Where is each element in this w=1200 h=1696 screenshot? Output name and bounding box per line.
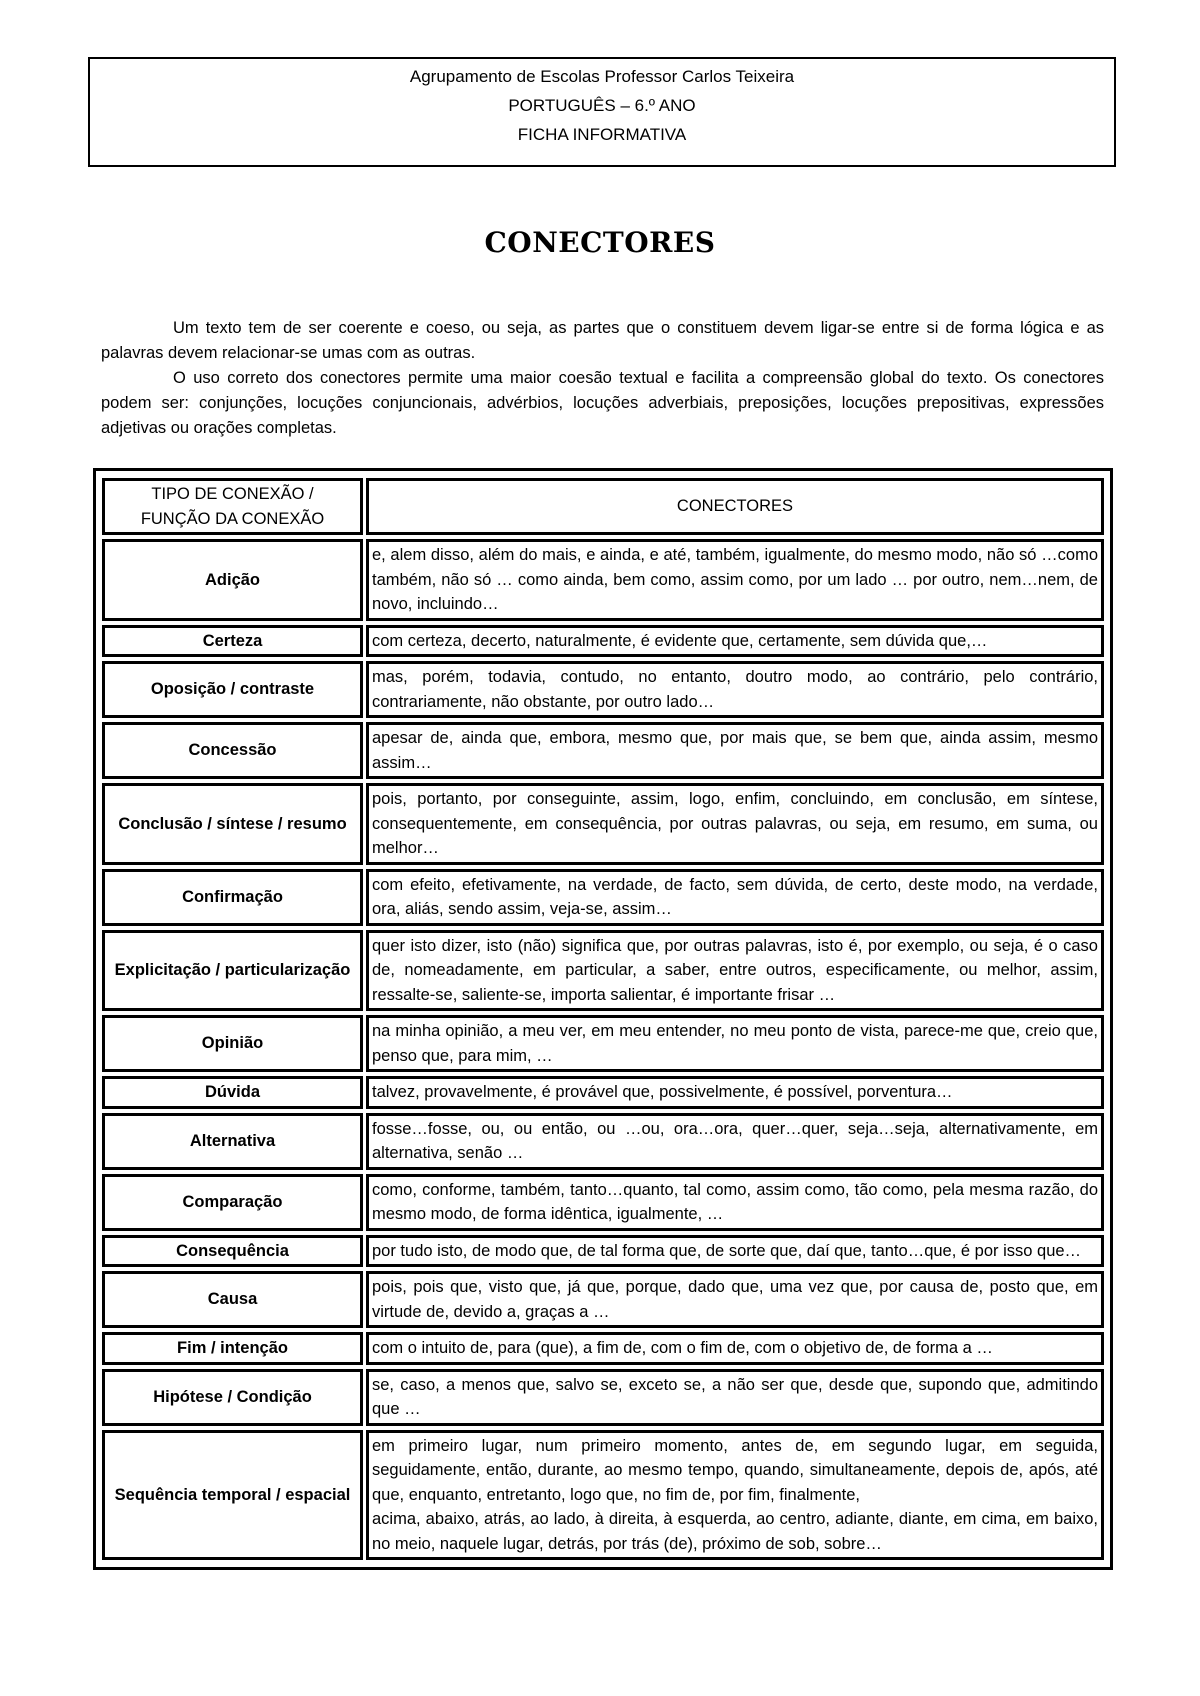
intro-paragraph-1: Um texto tem de ser coerente e coeso, ou seja, as partes que o constituem devem ligar-se entre si de forma lógica e as palavras devem relacionar-se umas com as outras.: [101, 319, 1104, 362]
table-row: [102, 1076, 1104, 1109]
table-row: [102, 783, 1104, 865]
connectors-cell: [366, 539, 1104, 621]
connectors-text: como, conforme, também, tanto…quanto, tal como, assim como, tão como, pela mesma razão, do mesmo modo, de forma idêntica, igualmente, …: [372, 1180, 1098, 1223]
connectors-table-frame: [93, 468, 1113, 1570]
connectors-cell: [366, 1174, 1104, 1231]
connectors-text: com o intuito de, para (que), a fim de, com o fim de, com o objetivo de, de forma a …: [372, 1339, 993, 1357]
connectors-cell: [366, 1235, 1104, 1268]
connectors-text: com efeito, efetivamente, na verdade, de facto, sem dúvida, de certo, deste modo, na verdade, ora, aliás, sendo assim, veja-se, assim…: [372, 875, 1098, 918]
table-row: [102, 930, 1104, 1012]
connection-type-cell: Dúvida: [102, 1076, 363, 1109]
connectors-text: mas, porém, todavia, contudo, no entanto, doutro modo, ao contrário, pelo contrário, contrariamente, não obstante, por outro lado…: [372, 668, 1098, 711]
connectors-cell: [366, 722, 1104, 779]
connectors-cell: [366, 1271, 1104, 1328]
connectors-cell: [366, 1015, 1104, 1072]
connectors-cell: [366, 625, 1104, 658]
table-row: [102, 1332, 1104, 1365]
connectors-cell: [366, 1332, 1104, 1365]
table-header-row: [102, 478, 1104, 535]
document-title: CONECTORES: [484, 226, 716, 259]
table-row: [102, 1369, 1104, 1426]
connection-type-cell: Comparação: [102, 1174, 363, 1231]
connectors-text: se, caso, a menos que, salvo se, exceto se, a não ser que, desde que, supondo que, admitindo que …: [372, 1375, 1098, 1418]
connection-type-cell: Conclusão / síntese / resumo: [102, 783, 363, 865]
column-header-type-line2: FUNÇÃO DA CONEXÃO: [140, 509, 325, 528]
connectors-cell: [366, 783, 1104, 865]
connectors-cell: [366, 1369, 1104, 1426]
connectors-cell: [366, 869, 1104, 926]
connectors-text: apesar de, ainda que, embora, mesmo que, por mais que, se bem que, ainda assim, mesmo assim…: [372, 729, 1098, 772]
connection-type-cell: Consequência: [102, 1235, 363, 1268]
school-name: Agrupamento de Escolas Professor Carlos Teixeira: [409, 67, 795, 86]
connectors-text: na minha opinião, a meu ver, em meu entender, no meu ponto de vista, parece-me que, creio que, penso que, para mim, …: [372, 1022, 1098, 1065]
connectors-text: pois, pois que, visto que, já que, porque, dado que, uma vez que, por causa de, posto que, em virtude de, devido a, graças a …: [372, 1278, 1098, 1321]
connectors-text: fosse…fosse, ou, ou então, ou …ou, ora…ora, quer…quer, seja…seja, alternativamente, em alternativa, senão …: [372, 1119, 1098, 1162]
connection-type-cell: Alternativa: [102, 1113, 363, 1170]
sheet-type: FICHA INFORMATIVA: [517, 125, 687, 144]
connectors-text: com certeza, decerto, naturalmente, é evidente que, certamente, sem dúvida que,…: [372, 631, 988, 650]
table-row: [102, 1235, 1104, 1268]
connection-type-cell: Hipótese / Condição: [102, 1369, 363, 1426]
column-header-connectors: CONECTORES: [366, 478, 1104, 535]
subject-line: PORTUGUÊS – 6.º ANO: [508, 96, 696, 115]
connectors-cell: [366, 930, 1104, 1012]
connectors-text: em primeiro lugar, num primeiro momento, antes de, em segundo lugar, em seguida, seguidamente, então, durante, ao mesmo tempo, quando, simultaneamente, depois de, após, até que, enquanto, entretanto, logo que, no fim de, por fim, finalmente,: [372, 1436, 1098, 1504]
table-row: [102, 722, 1104, 779]
table-row: [102, 1113, 1104, 1170]
connection-type-cell: Confirmação: [102, 869, 363, 926]
table-row: [102, 539, 1104, 621]
table-row: [102, 1174, 1104, 1231]
connection-type-cell: Explicitação / particularização: [102, 930, 363, 1012]
connection-type-cell: Fim / intenção: [102, 1332, 363, 1365]
connectors-text: quer isto dizer, isto (não) significa que, por outras palavras, isto é, por exemplo, ou seja, é o caso de, nomeadamente, em particular, a saber, entre outros, especificamente, ou melhor, assim, ressalte-se, saliente-se, importa salientar, é importante frisar …: [372, 936, 1098, 1004]
connectors-table: [99, 474, 1107, 1564]
table-row: [102, 869, 1104, 926]
connectors-cell: [366, 1430, 1104, 1561]
connectors-cell: [366, 1113, 1104, 1170]
intro-paragraph-2: O uso correto dos conectores permite uma maior coesão textual e facilita a compreensão global do texto. Os conectores podem ser: conjunções, locuções conjuncionais, advérbios, locuções adverbiais, preposições, locuções prepositivas, expressões adjetivas ou orações completas.: [101, 369, 1104, 437]
table-row: [102, 1015, 1104, 1072]
header-box: [88, 57, 1116, 167]
table-row: [102, 625, 1104, 658]
connectors-text: por tudo isto, de modo que, de tal forma que, de sorte que, daí que, tanto…que, é por isso que…: [372, 1241, 1082, 1260]
connection-type-cell: Opinião: [102, 1015, 363, 1072]
connectors-text-continued: acima, abaixo, atrás, ao lado, à direita, à esquerda, ao centro, adiante, diante, em cima, em baixo, no meio, naquele lugar, detrás, por trás (de), próximo de sob, sobre…: [372, 1510, 1098, 1553]
table-row: [102, 1430, 1104, 1561]
connection-type-cell: Causa: [102, 1271, 363, 1328]
connectors-text: talvez, provavelmente, é provável que, possivelmente, é possível, porventura…: [372, 1083, 953, 1101]
table-row: [102, 1271, 1104, 1328]
connection-type-cell: Adição: [102, 539, 363, 621]
column-header-type: [102, 478, 363, 535]
connectors-cell: [366, 661, 1104, 718]
connectors-text: pois, portanto, por conseguinte, assim, logo, enfim, concluindo, em conclusão, em síntese, consequentemente, em consequência, por outras palavras, ou seja, em resumo, em suma, ou melhor…: [372, 790, 1098, 857]
connection-type-cell: Certeza: [102, 625, 363, 658]
table-row: [102, 661, 1104, 718]
connectors-text: e, alem disso, além do mais, e ainda, e até, também, igualmente, do mesmo modo, não só …como também, não só … como ainda, bem como, assim como, por um lado … por outro, nem…nem, de novo, incluindo…: [372, 546, 1098, 613]
intro-text: [101, 316, 1104, 441]
connectors-cell: [366, 1076, 1104, 1109]
connection-type-cell: Oposição / contraste: [102, 661, 363, 718]
connection-type-cell: Concessão: [102, 722, 363, 779]
connection-type-cell: Sequência temporal / espacial: [102, 1430, 363, 1561]
column-header-type-line1: TIPO DE CONEXÃO /: [151, 485, 314, 503]
